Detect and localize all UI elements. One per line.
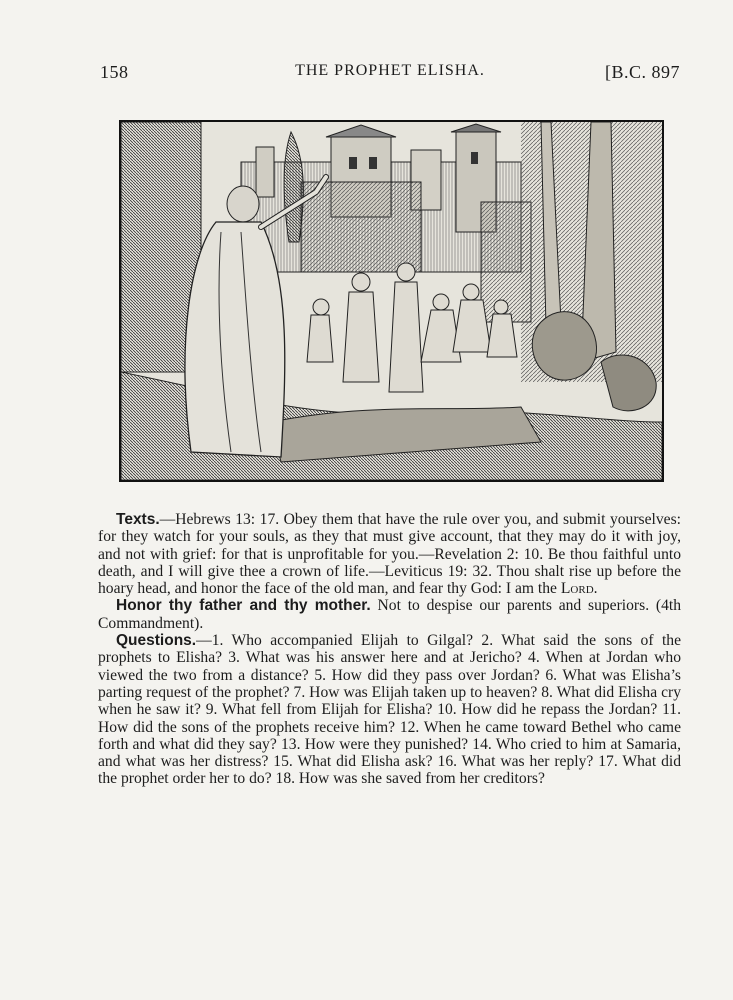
lord-smallcaps: Lord — [560, 580, 594, 598]
questions-body: —1. Who accompanied Elijah to Gilgal? 2. What said the sons of the prophets to Elisha? 3. What was his answer here and at Jericho? 4. When at Jordan who viewed the two from a distance? 5. How did they pass over Jordan? 6. What was Elisha’s parting request of the prophet? 7. How was Elijah taken up to heaven? 8. What did Elisha cry when he saw it? 9. What fell from Elijah for Elisha? 10. How did he repass the Jordan? 11. How did the sons of the prophets receive him? 12. When he came toward Bethel who came forth and what did they say? 13. How were they punished? 14. Who cried to him at Samaria, and what was her distress? 15. What did Elisha ask? 16. What was her reply? 17. What did the prophet order her to do? 18. How was she saved from her creditors? — [98, 632, 681, 788]
engraving-drawing — [121, 122, 662, 480]
texts-body: —Hebrews 13: 17. Obey them that have the rule over you, and submit yourselves: for they watch for your souls, as they that must give account, that they may do it with joy, and not with grief: for that is unprofitable for you.—Revelation 2: 10. Be thou faithful unto death, and I will give thee a crown of life.—Leviticus 19: 32. Thou shalt rise up before the hoary head, and honor the face of the old man, and fear thy God: I am the — [98, 511, 681, 598]
questions-paragraph — [98, 632, 681, 788]
texts-heading: Texts. — [116, 511, 160, 528]
texts-body-end: . — [593, 580, 598, 598]
page-number: 158 — [100, 62, 129, 82]
page-text — [98, 511, 681, 788]
running-header — [100, 62, 680, 86]
commandment-heading: Honor thy father and thy mother. — [116, 597, 371, 615]
engraving-illustration — [119, 120, 664, 482]
questions-heading: Questions. — [116, 632, 197, 650]
running-title: THE PROPHET ELISHA. — [295, 62, 485, 79]
date-reference: [B.C. 897 — [604, 62, 680, 82]
texts-paragraph — [98, 511, 681, 597]
commandment-paragraph — [98, 597, 681, 632]
commandment-body: Not to despise our parents and superiors. (4th Commandment). — [98, 597, 681, 632]
